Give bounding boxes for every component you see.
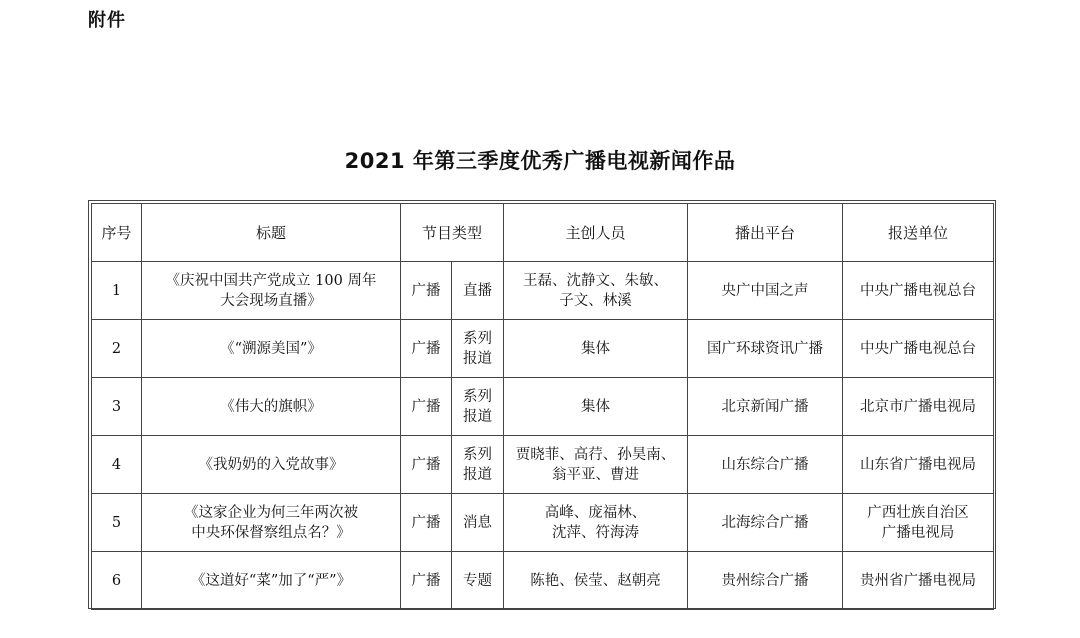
cell-creators-line-1: 王磊、沈静文、朱敏、	[523, 272, 669, 289]
cell-creators-line-1: 高峰、庞福林、	[544, 504, 647, 521]
cell-platform-line-1: 山东综合广播	[721, 456, 809, 473]
header-title: 标题	[142, 204, 401, 262]
cell-creators	[504, 436, 688, 494]
cell-medium	[401, 494, 452, 552]
cell-seq-line-1: 5	[111, 514, 122, 531]
cell-title-line-1: 《庆祝中国共产党成立 100 周年	[165, 272, 377, 289]
cell-medium	[401, 320, 452, 378]
cell-platform	[688, 436, 843, 494]
cell-genre	[452, 378, 504, 436]
cell-unit-line-2: 广播电视局	[881, 524, 955, 541]
cell-creators	[504, 494, 688, 552]
cell-unit	[843, 320, 994, 378]
cell-genre	[452, 494, 504, 552]
cell-platform	[688, 494, 843, 552]
cell-genre-line-1: 系列	[463, 446, 492, 463]
cell-unit	[843, 378, 994, 436]
cell-genre	[452, 320, 504, 378]
document-title: 2021 年第三季度优秀广播电视新闻作品	[344, 149, 736, 173]
cell-genre-line-1: 消息	[463, 514, 492, 531]
cell-creators	[504, 262, 688, 320]
cell-genre-line-2: 报道	[463, 350, 492, 367]
cell-unit-line-1: 中央广播电视总台	[860, 340, 977, 357]
cell-title-line-1: 《这道好“菜”加了“严”》	[190, 572, 352, 589]
cell-genre	[452, 436, 504, 494]
cell-unit	[843, 436, 994, 494]
cell-genre-line-2: 报道	[463, 466, 492, 483]
cell-platform-line-1: 央广中国之声	[721, 282, 809, 299]
cell-unit	[843, 552, 994, 610]
cell-seq-line-1: 3	[111, 398, 122, 415]
cell-creators-line-2: 子文、林溪	[559, 292, 632, 309]
header-unit: 报送单位	[843, 204, 994, 262]
cell-medium-line-1: 广播	[411, 572, 441, 589]
cell-title	[142, 320, 401, 378]
cell-seq-line-1: 2	[111, 340, 122, 357]
cell-medium	[401, 262, 452, 320]
works-table	[91, 203, 994, 610]
cell-creators-line-1: 陈艳、侯莹、赵朝亮	[530, 572, 661, 589]
cell-medium-line-1: 广播	[411, 340, 441, 357]
cell-unit-line-1: 山东省广播电视局	[860, 456, 977, 473]
cell-creators	[504, 320, 688, 378]
cell-unit-line-1: 广西壮族自治区	[867, 504, 969, 521]
cell-medium	[401, 552, 452, 610]
cell-title	[142, 378, 401, 436]
cell-seq	[92, 436, 142, 494]
header-seq: 序号	[92, 204, 142, 262]
table-row	[92, 494, 994, 552]
cell-creators-line-2: 翁平亚、曹进	[552, 466, 640, 483]
cell-unit-line-1: 贵州省广播电视局	[860, 572, 977, 589]
cell-title	[142, 552, 401, 610]
header-program-type: 节目类型	[401, 204, 504, 262]
cell-creators-line-2: 沈萍、符海涛	[552, 524, 640, 541]
cell-genre-line-2: 报道	[463, 408, 492, 425]
cell-medium	[401, 378, 452, 436]
cell-genre	[452, 262, 504, 320]
cell-creators-line-1: 贾晓菲、高荇、孙昊南、	[515, 446, 676, 463]
cell-medium	[401, 436, 452, 494]
cell-unit-line-1: 中央广播电视总台	[860, 282, 977, 299]
cell-seq	[92, 552, 142, 610]
cell-title-line-1: 《这家企业为何三年两次被	[184, 504, 358, 521]
cell-title-line-1: 《“溯源美国”》	[220, 340, 322, 357]
cell-genre-line-1: 专题	[463, 572, 492, 589]
table-row	[92, 320, 994, 378]
header-platform: 播出平台	[688, 204, 843, 262]
cell-unit-line-1: 北京市广播电视局	[860, 398, 977, 415]
cell-seq	[92, 320, 142, 378]
cell-unit	[843, 494, 994, 552]
cell-title-line-1: 《伟大的旗帜》	[220, 398, 322, 415]
cell-seq	[92, 494, 142, 552]
cell-platform	[688, 320, 843, 378]
cell-platform-line-1: 贵州综合广播	[721, 572, 809, 589]
cell-seq	[92, 262, 142, 320]
cell-platform	[688, 262, 843, 320]
cell-medium-line-1: 广播	[411, 456, 441, 473]
cell-creators-line-1: 集体	[581, 340, 611, 357]
cell-seq-line-1: 1	[111, 282, 122, 299]
cell-platform-line-1: 北京新闻广播	[721, 398, 809, 415]
cell-unit	[843, 262, 994, 320]
cell-title-line-1: 《我奶奶的入党故事》	[198, 456, 344, 473]
cell-genre	[452, 552, 504, 610]
header-creators: 主创人员	[504, 204, 688, 262]
cell-genre-line-1: 系列	[463, 388, 492, 405]
cell-title	[142, 262, 401, 320]
cell-seq-line-1: 6	[111, 572, 122, 589]
cell-genre-line-1: 直播	[463, 282, 492, 299]
cell-platform	[688, 378, 843, 436]
table-row	[92, 436, 994, 494]
cell-creators	[504, 552, 688, 610]
cell-title-line-2: 中央环保督察组点名？》	[191, 524, 351, 541]
cell-medium-line-1: 广播	[411, 282, 441, 299]
cell-platform	[688, 552, 843, 610]
cell-title	[142, 494, 401, 552]
cell-platform-line-1: 国广环球资讯广播	[707, 340, 824, 357]
table-header-row	[92, 204, 994, 262]
cell-title	[142, 436, 401, 494]
attachment-label: 附件	[88, 10, 126, 31]
table-row	[92, 262, 994, 320]
cell-genre-line-1: 系列	[463, 330, 492, 347]
cell-seq	[92, 378, 142, 436]
cell-platform-line-1: 北海综合广播	[721, 514, 809, 531]
cell-medium-line-1: 广播	[411, 398, 441, 415]
cell-creators-line-1: 集体	[581, 398, 611, 415]
cell-seq-line-1: 4	[111, 456, 122, 473]
table-row	[92, 378, 994, 436]
cell-creators	[504, 378, 688, 436]
works-table-frame	[88, 200, 996, 609]
cell-title-line-2: 大会现场直播》	[220, 292, 322, 309]
cell-medium-line-1: 广播	[411, 514, 441, 531]
table-row	[92, 552, 994, 610]
